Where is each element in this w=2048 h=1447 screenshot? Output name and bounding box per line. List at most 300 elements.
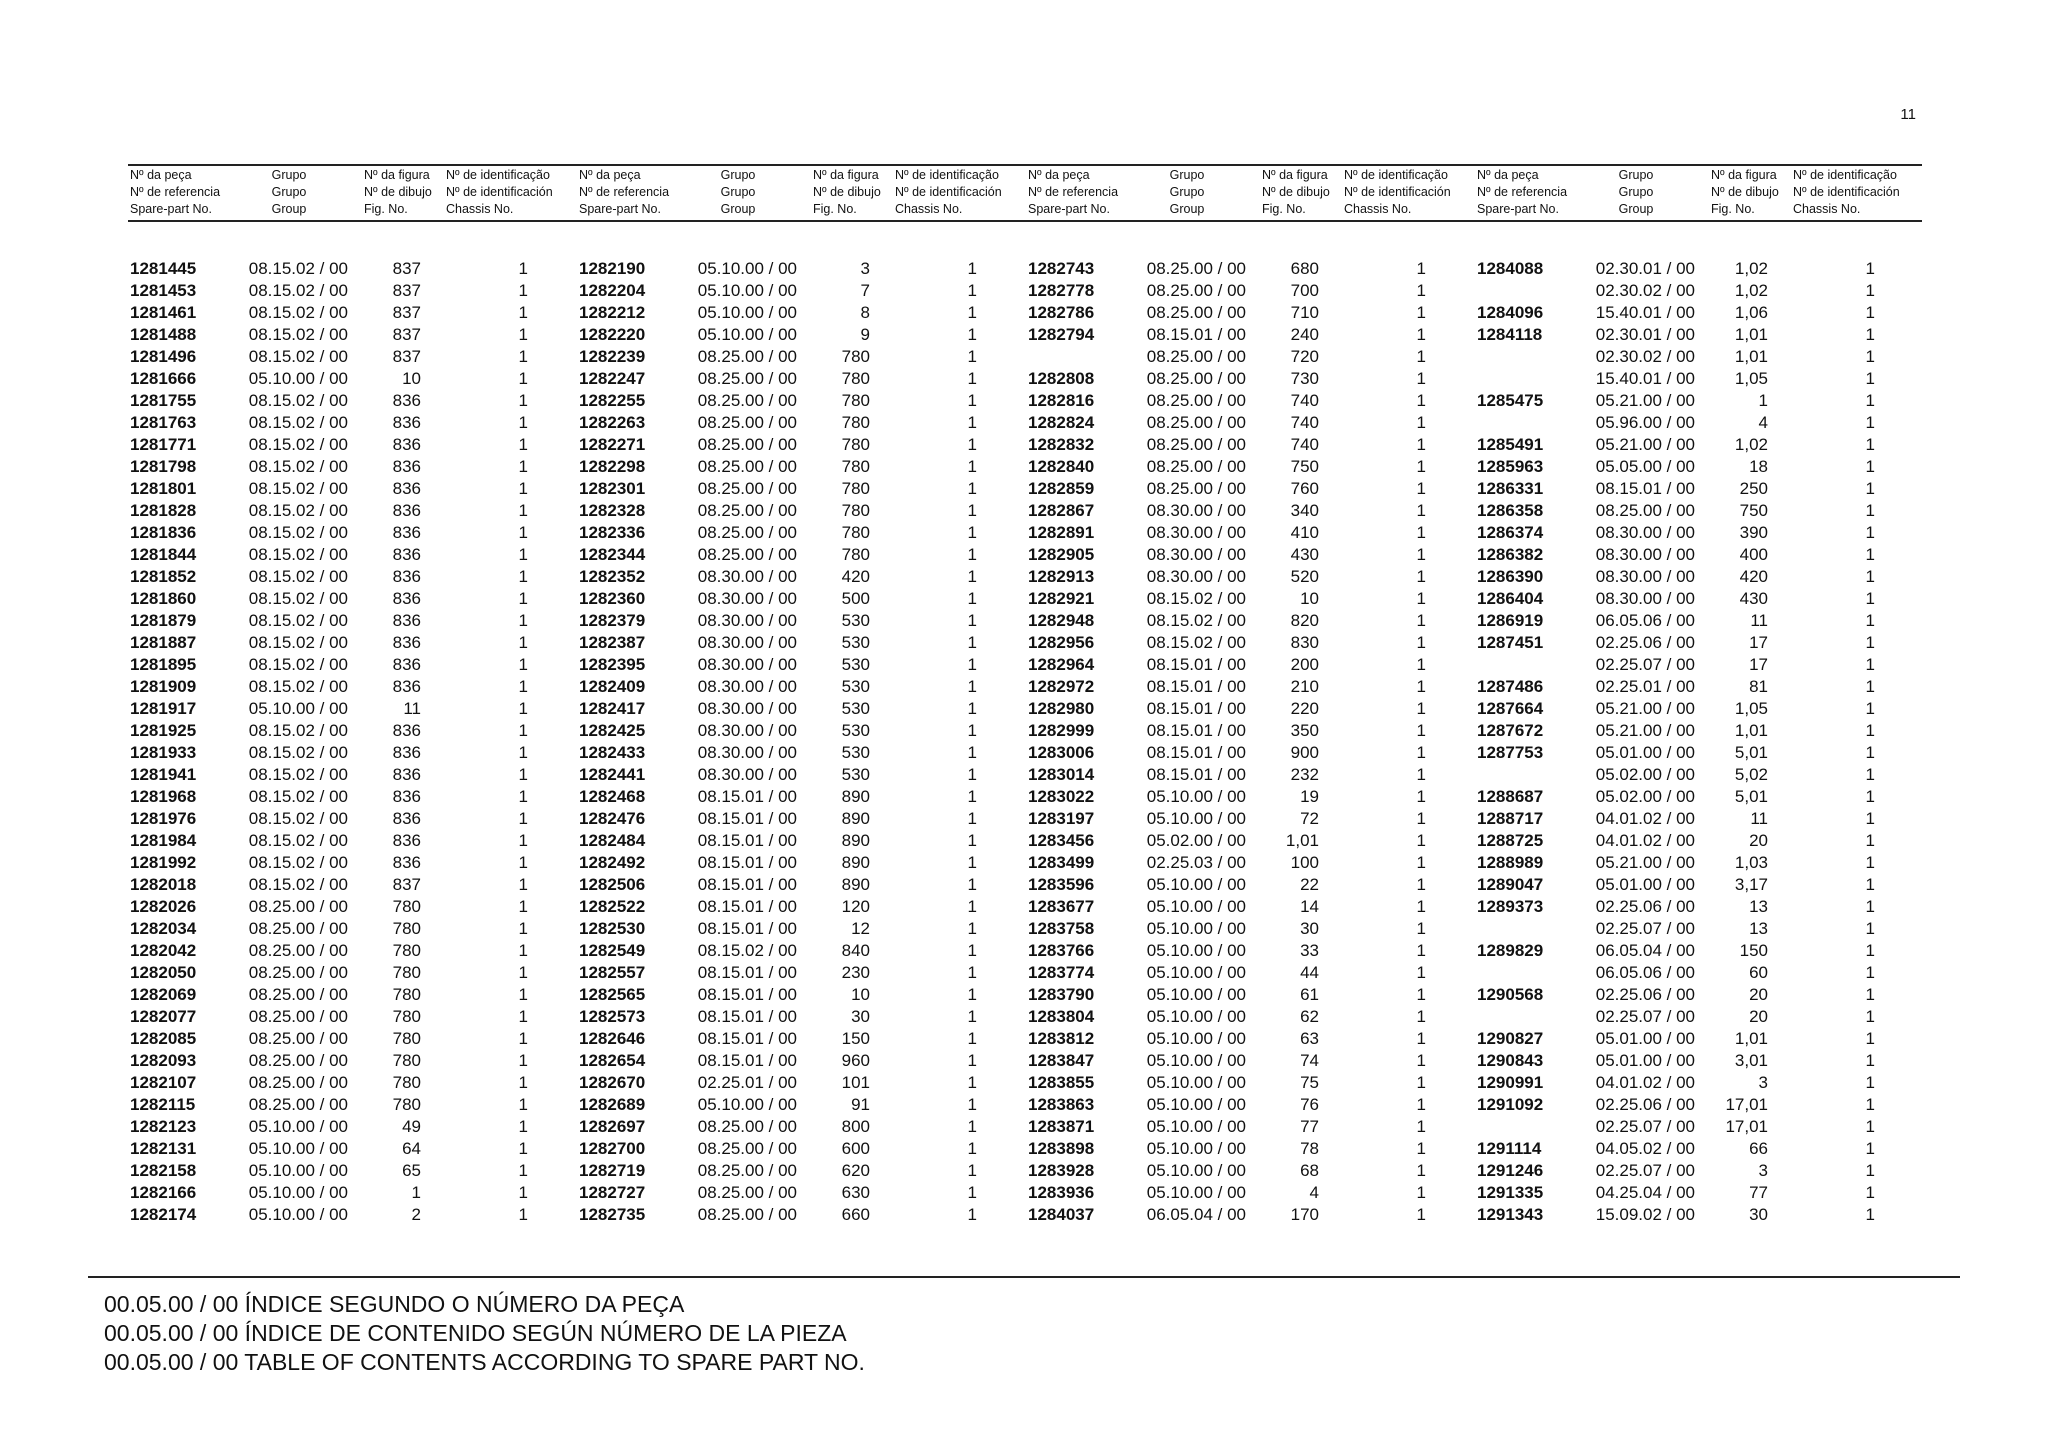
fig-number: 101 (841, 1073, 870, 1092)
part-number: 1282743 (1028, 259, 1095, 278)
group-code: 08.15.02 / 00 (248, 655, 348, 674)
fig-number: 5,01 (1734, 787, 1768, 806)
fig-number: 49 (402, 1117, 421, 1136)
part-number: 1282492 (579, 853, 646, 872)
fig-number: 350 (1290, 721, 1319, 740)
chassis-number: 1 (1416, 1073, 1426, 1092)
group-code: 05.10.00 / 00 (697, 303, 797, 322)
table-row (1475, 324, 1925, 346)
fig-number: 780 (392, 1051, 421, 1070)
part-number: 1281909 (130, 677, 197, 696)
chassis-number: 1 (518, 457, 528, 476)
chassis-number: 1 (967, 567, 977, 586)
table-row (1026, 1050, 1476, 1072)
part-number: 1282832 (1028, 435, 1095, 454)
chassis-number: 1 (518, 1183, 528, 1202)
group-code: 08.25.00 / 00 (697, 1117, 797, 1136)
group-code: 06.05.06 / 00 (1595, 611, 1695, 630)
table-row (1026, 456, 1476, 478)
table-row (577, 1028, 1027, 1050)
chassis-number: 1 (1865, 985, 1875, 1004)
part-number: 1283790 (1028, 985, 1095, 1004)
group-code: 08.25.00 / 00 (697, 1205, 797, 1224)
fig-number: 74 (1300, 1051, 1319, 1070)
chassis-number: 1 (518, 413, 528, 432)
chassis-number: 1 (518, 765, 528, 784)
table-row (577, 368, 1027, 390)
part-number: 1282093 (130, 1051, 197, 1070)
table-row (1475, 1094, 1925, 1116)
table-row (128, 896, 578, 918)
group-code: 04.01.02 / 00 (1595, 1073, 1695, 1092)
fig-number: 77 (1300, 1117, 1319, 1136)
chassis-number: 1 (1865, 523, 1875, 542)
header-fig-no-line: Fig. No. (1711, 202, 1755, 216)
header-chassis-no-line: Nº de identificação (895, 168, 999, 182)
group-code: 05.10.00 / 00 (1146, 963, 1246, 982)
part-number: 1281461 (130, 303, 197, 322)
fig-number: 1,01 (1734, 347, 1768, 366)
fig-number: 14 (1300, 897, 1319, 916)
chassis-number: 1 (518, 1073, 528, 1092)
group-code: 08.15.02 / 00 (248, 765, 348, 784)
fig-number: 63 (1300, 1029, 1319, 1048)
chassis-number: 1 (1416, 501, 1426, 520)
fig-number: 780 (841, 501, 870, 520)
table-row (577, 500, 1027, 522)
part-number: 1283596 (1028, 875, 1095, 894)
group-code: 05.10.00 / 00 (1146, 897, 1246, 916)
group-code: 08.25.00 / 00 (1146, 303, 1246, 322)
chassis-number: 1 (1416, 633, 1426, 652)
table-row (128, 830, 578, 852)
table-row (1475, 1028, 1925, 1050)
table-row (128, 1182, 578, 1204)
header-fig-no-line: Nº de dibujo (1711, 185, 1779, 199)
chassis-number: 1 (1416, 435, 1426, 454)
chassis-number: 1 (1865, 435, 1875, 454)
fig-number: 3 (1758, 1073, 1768, 1092)
header-part-no (1477, 167, 1567, 218)
chassis-number: 1 (967, 1161, 977, 1180)
chassis-number: 1 (1865, 765, 1875, 784)
part-number: 1282425 (579, 721, 646, 740)
table-row (1026, 1204, 1476, 1226)
group-code: 08.25.00 / 00 (697, 435, 797, 454)
group-code: 08.30.00 / 00 (1146, 545, 1246, 564)
part-number: 1282190 (579, 259, 646, 278)
chassis-number: 1 (1416, 963, 1426, 982)
table-row (1026, 852, 1476, 874)
chassis-number: 1 (967, 259, 977, 278)
chassis-number: 1 (518, 853, 528, 872)
fig-number: 13 (1749, 919, 1768, 938)
table-row (577, 742, 1027, 764)
part-number: 1282964 (1028, 655, 1095, 674)
fig-number: 836 (392, 655, 421, 674)
table-row (128, 1204, 578, 1226)
part-number: 1286358 (1477, 501, 1544, 520)
group-code: 05.01.00 / 00 (1595, 1029, 1695, 1048)
header-part-no-line: Nº de referencia (579, 185, 670, 199)
table-row (1026, 588, 1476, 610)
column-rows (1475, 258, 1925, 1226)
fig-number: 20 (1749, 831, 1768, 850)
chassis-number: 1 (1865, 1205, 1875, 1224)
fig-number: 1,01 (1734, 721, 1768, 740)
fig-number: 420 (841, 567, 870, 586)
part-number: 1281968 (130, 787, 197, 806)
chassis-number: 1 (1865, 853, 1875, 872)
table-row (577, 830, 1027, 852)
chassis-number: 1 (1865, 699, 1875, 718)
table-row (1026, 720, 1476, 742)
table-row (128, 412, 578, 434)
footer-line-en: 00.05.00 / 00 TABLE OF CONTENTS ACCORDING TO SPARE PART NO. (104, 1349, 865, 1375)
part-number: 1282727 (579, 1183, 646, 1202)
table-row (1026, 786, 1476, 808)
table-row (577, 786, 1027, 808)
part-number: 1282557 (579, 963, 646, 982)
part-number: 1286390 (1477, 567, 1544, 586)
part-number: 1282522 (579, 897, 646, 916)
part-number: 1291335 (1477, 1183, 1544, 1202)
header-fig-no-line: Fig. No. (1262, 202, 1306, 216)
header-group-line: Grupo (1169, 185, 1205, 199)
table-row (577, 456, 1027, 478)
table-row (577, 544, 1027, 566)
part-number: 1283936 (1028, 1183, 1095, 1202)
part-number: 1282654 (579, 1051, 646, 1070)
table-row (577, 324, 1027, 346)
table-row (1026, 1028, 1476, 1050)
fig-number: 20 (1749, 985, 1768, 1004)
fig-number: 836 (392, 677, 421, 696)
fig-number: 836 (392, 545, 421, 564)
table-row (1475, 346, 1925, 368)
table-row (1026, 390, 1476, 412)
table-row (577, 874, 1027, 896)
column-rows (128, 258, 578, 1226)
fig-number: 1 (411, 1183, 421, 1202)
fig-number: 1,02 (1734, 435, 1768, 454)
group-code: 08.15.01 / 00 (1146, 655, 1246, 674)
part-number: 1282980 (1028, 699, 1095, 718)
fig-number: 72 (1300, 809, 1319, 828)
part-number: 1281976 (130, 809, 197, 828)
part-number: 1285491 (1477, 435, 1544, 454)
fig-number: 9 (860, 325, 870, 344)
chassis-number: 1 (1416, 721, 1426, 740)
part-number: 1283014 (1028, 765, 1095, 784)
fig-number: 240 (1290, 325, 1319, 344)
group-code: 08.30.00 / 00 (697, 655, 797, 674)
chassis-number: 1 (1865, 567, 1875, 586)
part-number: 1282565 (579, 985, 646, 1004)
part-number: 1282700 (579, 1139, 646, 1158)
table-row (128, 852, 578, 874)
table-row (128, 588, 578, 610)
part-number: 1282573 (579, 1007, 646, 1026)
group-code: 08.25.00 / 00 (697, 1139, 797, 1158)
header-fig-no (1262, 167, 1330, 218)
part-number: 1282891 (1028, 523, 1095, 542)
chassis-number: 1 (1865, 633, 1875, 652)
table-row (128, 918, 578, 940)
part-number: 1282999 (1028, 721, 1095, 740)
fig-number: 740 (1290, 435, 1319, 454)
part-number: 1282301 (579, 479, 646, 498)
chassis-number: 1 (1416, 699, 1426, 718)
table-row (1475, 676, 1925, 698)
fig-number: 250 (1739, 479, 1768, 498)
group-code: 05.10.00 / 00 (697, 259, 797, 278)
table-row (577, 1116, 1027, 1138)
part-number: 1282336 (579, 523, 646, 542)
table-row (128, 808, 578, 830)
chassis-number: 1 (1416, 809, 1426, 828)
group-code: 05.10.00 / 00 (1146, 809, 1246, 828)
header-group (1152, 167, 1222, 218)
part-number: 1282808 (1028, 369, 1095, 388)
chassis-number: 1 (1865, 919, 1875, 938)
fig-number: 836 (392, 831, 421, 850)
header-group (254, 167, 324, 218)
header-chassis-no-line: Nº de identificação (1793, 168, 1897, 182)
header-group-line: Grupo (720, 185, 756, 199)
chassis-number: 1 (967, 501, 977, 520)
chassis-number: 1 (1416, 391, 1426, 410)
part-number: 1287753 (1477, 743, 1544, 762)
chassis-number: 1 (1865, 369, 1875, 388)
group-code: 08.30.00 / 00 (697, 765, 797, 784)
part-number: 1290568 (1477, 985, 1544, 1004)
chassis-number: 1 (1865, 413, 1875, 432)
chassis-number: 1 (1865, 347, 1875, 366)
fig-number: 200 (1290, 655, 1319, 674)
table-row (1475, 654, 1925, 676)
fig-number: 780 (392, 1007, 421, 1026)
chassis-number: 1 (1865, 1139, 1875, 1158)
group-code: 08.30.00 / 00 (697, 699, 797, 718)
table-row (1026, 346, 1476, 368)
part-number: 1282972 (1028, 677, 1095, 696)
part-number: 1282131 (130, 1139, 197, 1158)
part-number: 1283766 (1028, 941, 1095, 960)
fig-number: 3 (860, 259, 870, 278)
table-row (1475, 412, 1925, 434)
header-chassis-no-line: Chassis No. (1793, 202, 1861, 216)
group-code: 08.15.02 / 00 (248, 501, 348, 520)
group-code: 08.25.00 / 00 (248, 1095, 348, 1114)
fig-number: 680 (1290, 259, 1319, 278)
table-row (128, 434, 578, 456)
group-code: 08.30.00 / 00 (697, 721, 797, 740)
chassis-number: 1 (518, 523, 528, 542)
part-number: 1284096 (1477, 303, 1544, 322)
group-code: 08.15.01 / 00 (697, 787, 797, 806)
fig-number: 400 (1739, 545, 1768, 564)
group-code: 08.15.02 / 00 (248, 347, 348, 366)
chassis-number: 1 (1865, 743, 1875, 762)
part-number: 1281992 (130, 853, 197, 872)
chassis-number: 1 (967, 589, 977, 608)
table-row (1475, 280, 1925, 302)
group-code: 05.96.00 / 00 (1595, 413, 1695, 432)
group-code: 05.21.00 / 00 (1595, 699, 1695, 718)
fig-number: 18 (1749, 457, 1768, 476)
table-row (1475, 874, 1925, 896)
chassis-number: 1 (1416, 1051, 1426, 1070)
chassis-number: 1 (1865, 831, 1875, 850)
chassis-number: 1 (1865, 1183, 1875, 1202)
part-number: 1282387 (579, 633, 646, 652)
group-code: 08.25.00 / 00 (248, 1051, 348, 1070)
chassis-number: 1 (1416, 523, 1426, 542)
group-code: 08.30.00 / 00 (1595, 567, 1695, 586)
table-row (1026, 1160, 1476, 1182)
header-group-line: Grupo (271, 168, 307, 182)
table-row (577, 412, 1027, 434)
chassis-number: 1 (1416, 413, 1426, 432)
part-number: 1286382 (1477, 545, 1544, 564)
chassis-number: 1 (518, 567, 528, 586)
group-code: 05.10.00 / 00 (248, 1161, 348, 1180)
fig-number: 760 (1290, 479, 1319, 498)
part-number: 1282395 (579, 655, 646, 674)
group-code: 05.10.00 / 00 (1146, 1007, 1246, 1026)
part-number: 1287486 (1477, 677, 1544, 696)
part-number: 1290827 (1477, 1029, 1544, 1048)
group-code: 02.25.06 / 00 (1595, 1095, 1695, 1114)
table-row (577, 1006, 1027, 1028)
part-number: 1281453 (130, 281, 197, 300)
fig-number: 91 (851, 1095, 870, 1114)
table-row (1026, 302, 1476, 324)
group-code: 05.10.00 / 00 (1146, 1139, 1246, 1158)
chassis-number: 1 (1416, 259, 1426, 278)
chassis-number: 1 (518, 281, 528, 300)
footer-line-es: 00.05.00 / 00 ÍNDICE DE CONTENIDO SEGÚN NÚMERO DE LA PIEZA (104, 1320, 847, 1346)
header-fig-no-line: Fig. No. (364, 202, 408, 216)
chassis-number: 1 (518, 369, 528, 388)
chassis-number: 1 (1416, 1161, 1426, 1180)
index-column-1 (128, 164, 578, 1224)
group-code: 08.30.00 / 00 (1595, 545, 1695, 564)
header-chassis-no-line: Nº de identificación (895, 185, 1002, 199)
part-number: 1283928 (1028, 1161, 1095, 1180)
fig-number: 60 (1749, 963, 1768, 982)
part-number: 1282697 (579, 1117, 646, 1136)
part-number: 1282026 (130, 897, 197, 916)
table-row (1026, 1094, 1476, 1116)
header-rule-bottom (128, 220, 1922, 222)
fig-number: 780 (841, 457, 870, 476)
part-number: 1283677 (1028, 897, 1095, 916)
index-column-2 (577, 164, 1027, 1224)
group-code: 05.10.00 / 00 (248, 1139, 348, 1158)
header-chassis-no-line: Nº de identificación (1344, 185, 1451, 199)
fig-number: 44 (1300, 963, 1319, 982)
fig-number: 750 (1739, 501, 1768, 520)
part-number: 1291092 (1477, 1095, 1544, 1114)
group-code: 05.01.00 / 00 (1595, 875, 1695, 894)
part-number: 1288725 (1477, 831, 1544, 850)
chassis-number: 1 (518, 633, 528, 652)
part-number: 1281984 (130, 831, 197, 850)
chassis-number: 1 (1865, 1029, 1875, 1048)
chassis-number: 1 (1416, 1095, 1426, 1114)
fig-number: 150 (841, 1029, 870, 1048)
part-number: 1283863 (1028, 1095, 1095, 1114)
table-row (128, 984, 578, 1006)
group-code: 08.25.00 / 00 (248, 941, 348, 960)
chassis-number: 1 (518, 303, 528, 322)
header-part-no-line: Nº de referencia (1477, 185, 1568, 199)
table-row (1475, 918, 1925, 940)
footer-rule (88, 1276, 1960, 1278)
header-fig-no-line: Nº da figura (813, 168, 879, 182)
fig-number: 430 (1739, 589, 1768, 608)
header-part-no-line: Spare-part No. (130, 202, 212, 216)
table-row (128, 676, 578, 698)
group-code: 08.15.01 / 00 (697, 853, 797, 872)
fig-number: 17,01 (1725, 1095, 1768, 1114)
fig-number: 780 (841, 479, 870, 498)
fig-number: 890 (841, 875, 870, 894)
group-code: 05.21.00 / 00 (1595, 391, 1695, 410)
part-number: 1282379 (579, 611, 646, 630)
group-code: 05.10.00 / 00 (1146, 787, 1246, 806)
table-row (577, 896, 1027, 918)
part-number: 1284118 (1477, 325, 1543, 344)
chassis-number: 1 (1865, 677, 1875, 696)
chassis-number: 1 (518, 831, 528, 850)
part-number: 1281844 (130, 545, 197, 564)
fig-number: 4 (1758, 413, 1768, 432)
part-number: 1282840 (1028, 457, 1095, 476)
header-fig-no-line: Fig. No. (813, 202, 857, 216)
table-row (1475, 632, 1925, 654)
part-number: 1282220 (579, 325, 646, 344)
fig-number: 630 (841, 1183, 870, 1202)
group-code: 08.15.01 / 00 (697, 809, 797, 828)
chassis-number: 1 (1865, 1161, 1875, 1180)
chassis-number: 1 (1416, 1007, 1426, 1026)
chassis-number: 1 (1416, 611, 1426, 630)
group-code: 05.02.00 / 00 (1146, 831, 1246, 850)
fig-number: 1 (1758, 391, 1768, 410)
group-code: 08.30.00 / 00 (697, 589, 797, 608)
chassis-number: 1 (518, 545, 528, 564)
part-number: 1285963 (1477, 457, 1544, 476)
part-number: 1281925 (130, 721, 197, 740)
fig-number: 836 (392, 567, 421, 586)
chassis-number: 1 (1416, 369, 1426, 388)
part-number: 1286404 (1477, 589, 1544, 608)
fig-number: 65 (402, 1161, 421, 1180)
chassis-number: 1 (967, 303, 977, 322)
chassis-number: 1 (1416, 1183, 1426, 1202)
table-row (128, 280, 578, 302)
fig-number: 3,17 (1734, 875, 1768, 894)
group-code: 08.30.00 / 00 (697, 567, 797, 586)
part-number: 1282417 (579, 699, 646, 718)
group-code: 08.25.00 / 00 (1146, 479, 1246, 498)
table-row (577, 610, 1027, 632)
group-code: 08.15.02 / 00 (248, 743, 348, 762)
fig-number: 1,02 (1734, 281, 1768, 300)
